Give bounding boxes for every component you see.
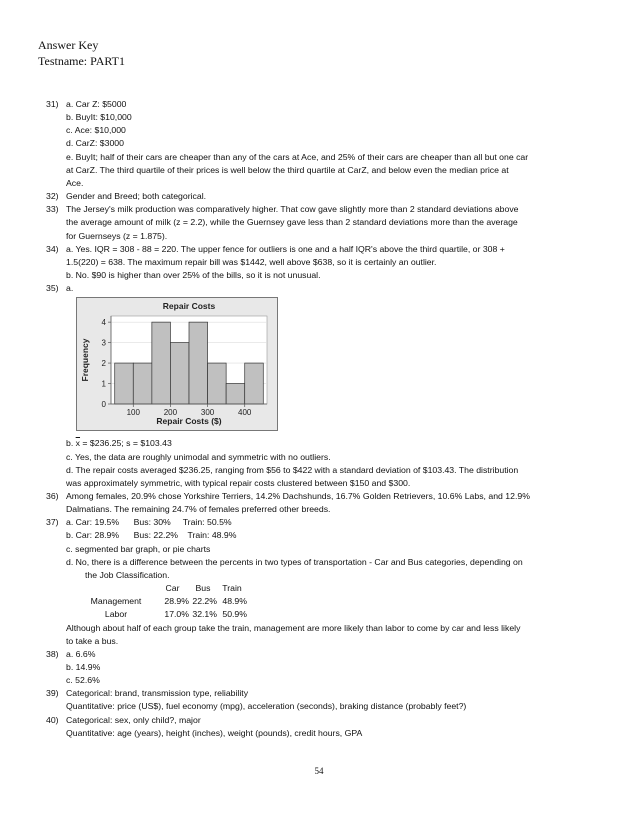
answer-line: to take a bus.	[66, 635, 119, 646]
question-number: 32)	[46, 191, 59, 202]
x-tick-label: 200	[163, 408, 178, 418]
y-tick-label: 4	[101, 318, 106, 328]
histogram-bar	[115, 363, 134, 404]
repair-costs-histogram	[76, 297, 278, 431]
question-34	[46, 243, 606, 282]
answer-line: the average amount of milk (z = 2.2), while the Guernsey gave less than 2 standard deviations more than the average	[66, 217, 518, 228]
xbar-symbol: $\overline{x}$	[75, 438, 81, 449]
question-32	[46, 190, 606, 203]
answer-line: The Jersey's milk production was comparatively higher. That cow gave slightly more than 2 standard deviations above	[66, 204, 519, 215]
answer-line: a. Car Z: $5000	[66, 99, 127, 109]
y-axis-label: Frequency	[80, 338, 90, 382]
answer-line: Although about half of each group take the train, management are more likely than labor to come by car and less likely	[66, 622, 521, 633]
question-36	[46, 490, 606, 516]
histogram-bar	[189, 322, 208, 404]
chart-title: Repair Costs	[162, 301, 216, 312]
question-33	[46, 203, 606, 242]
table-cell: 17.0%	[164, 609, 189, 620]
question-number: 37)	[46, 517, 59, 528]
table-cell: 28.9%	[164, 596, 189, 607]
answer-line: the Job Classification.	[85, 569, 170, 580]
question-number: 34)	[46, 243, 59, 254]
table-cell: 22.2%	[192, 596, 217, 607]
question-37	[46, 516, 606, 648]
x-axis-label: Repair Costs ($)	[156, 416, 222, 427]
question-number: 31)	[46, 99, 59, 109]
question-number: 36)	[46, 490, 59, 501]
answer-line: was approximately symmetric, with typical repair costs clustered between $150 and $300.	[66, 477, 411, 488]
testname-heading: Testname: PART1	[38, 54, 125, 68]
answer-key-heading: Answer Key	[38, 38, 99, 52]
y-tick-label: 1	[101, 379, 106, 389]
histogram-bar	[152, 322, 171, 404]
histogram-bar	[245, 363, 264, 404]
answer-line: 1.5(220) = 638. The maximum repair bill was $1442, well above $638, so it is certainly an outlier.	[66, 256, 437, 267]
histogram-bar	[133, 363, 152, 404]
x-tick-label: 300	[200, 408, 215, 418]
label-value: = $236.25; s = $103.43	[80, 438, 172, 449]
answer-line	[66, 437, 606, 450]
answer-line: c. segmented bar graph, or pie charts	[66, 543, 211, 554]
answer-line: b. 14.9%	[66, 662, 101, 672]
x-tick-label: 400	[238, 408, 252, 418]
answer-line: Gender and Breed; both categorical.	[66, 191, 207, 202]
answer-line: Categorical: brand, transmission type, reliability	[66, 688, 249, 699]
histogram-bar	[208, 363, 227, 404]
y-tick-label: 3	[101, 338, 106, 348]
answer-line: b. No. $90 is higher than over 25% of the bills, so it is not unusual.	[66, 270, 321, 281]
answer-line: Categorical: sex, only child?, major	[66, 714, 201, 725]
question-35	[46, 282, 606, 490]
answer-line: at CarZ. The third quartile of their prices is well below the third quartile at CarZ, and below even the median price at	[66, 164, 509, 175]
question-39	[46, 687, 606, 713]
question-31	[46, 98, 606, 190]
answer-line: d. No, there is a difference between the percents in two types of transportation - Car and Bus categories, depending on	[66, 556, 523, 567]
y-tick-label: 0	[101, 400, 106, 410]
question-number: 35)	[46, 283, 59, 294]
label-prefix: b.	[66, 438, 76, 449]
table-row-label: Labor	[104, 609, 128, 620]
answer-line: a. Yes. IQR = 308 - 88 = 220. The upper fence for outliers is one and a half IQR's above the third quartile, or 308 +	[66, 243, 505, 254]
question-40	[46, 714, 606, 740]
answer-line: e. BuyIt; half of their cars are cheaper than any of the cars at Ace, and 25% of their cars are cheaper than all but one car	[66, 151, 529, 162]
table-row-label: Management	[90, 596, 142, 607]
answer-line: d. CarZ: $3000	[66, 138, 124, 149]
table-cell: 32.1%	[192, 609, 217, 620]
question-38	[46, 648, 606, 687]
y-tick-label: 2	[101, 359, 106, 369]
page-number: 54	[314, 766, 324, 776]
answer-line: b. BuyIt: $10,000	[66, 112, 132, 123]
answer-line: c. Yes, the data are roughly unimodal and symmetric with no outliers.	[66, 451, 331, 462]
question-number: 40)	[46, 714, 59, 725]
x-tick-label: 100	[126, 408, 140, 418]
answer-line: Quantitative: price (US$), fuel economy (mpg), acceleration (seconds), braking distance (probably feet?)	[66, 701, 467, 712]
answer-line: Dalmatians. The remaining 24.7% of females preferred other breeds.	[66, 504, 331, 515]
question-number: 33)	[46, 204, 59, 215]
answer-line: Quantitative: age (years), height (inches), weight (pounds), credit hours, GPA	[66, 727, 363, 738]
table-cell: 48.9%	[222, 596, 247, 607]
table-header-cell: Bus	[195, 583, 211, 594]
histogram-svg	[77, 298, 277, 430]
answer-line: a. Car: 19.5% Bus: 30% Train: 50.5%	[66, 517, 232, 528]
table-header-cell	[76, 582, 156, 595]
answer-line: Ace.	[66, 177, 84, 188]
answer-line: a. 6.6%	[66, 648, 96, 659]
transport-table	[76, 582, 606, 621]
question-number: 39)	[46, 688, 59, 699]
answer-line: c. 52.6%	[66, 675, 100, 686]
table-cell: 50.9%	[222, 609, 247, 620]
answer-list	[46, 98, 606, 740]
table-header-cell: Car	[165, 583, 180, 594]
answer-line: c. Ace: $10,000	[66, 125, 126, 136]
answer-line: for Guernseys (z = 1.875).	[66, 230, 168, 241]
answer-line: d. The repair costs averaged $236.25, ranging from $56 to $422 with a standard deviation of $103.43. The distribution	[66, 464, 519, 475]
question-number: 38)	[46, 648, 59, 659]
table-header-cell: Train	[222, 583, 242, 594]
histogram-bar	[226, 384, 245, 404]
answer-line: b. Car: 28.9% Bus: 22.2% Train: 48.9%	[66, 530, 237, 541]
answer-line: a.	[66, 283, 74, 294]
answer-line: Among females, 20.9% chose Yorkshire Terriers, 14.2% Dachshunds, 16.7% Golden Retrievers, 10.6% Labs, and 12.9%	[66, 490, 530, 501]
histogram-bar	[170, 343, 189, 404]
